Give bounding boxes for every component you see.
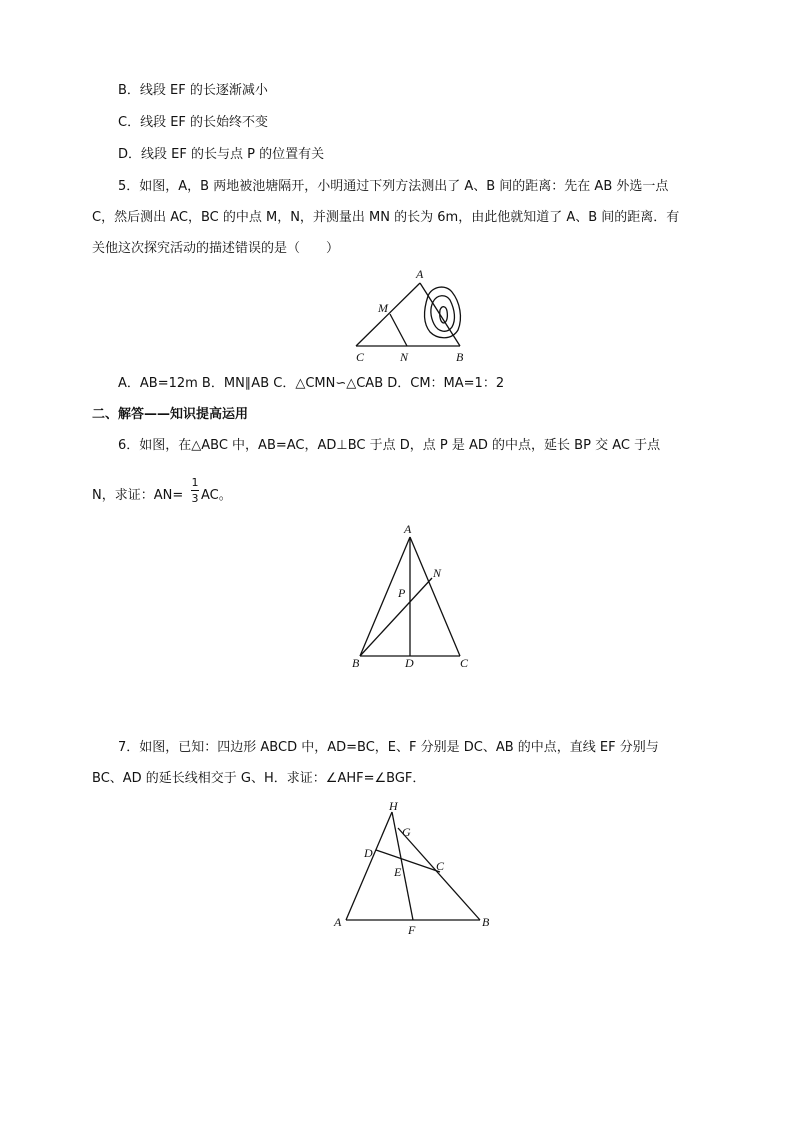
q7-label-H: H: [389, 799, 398, 813]
q6-label-P: P: [398, 586, 406, 600]
q6-line-2-prefix: N，求证：AN=: [92, 488, 184, 503]
q5-label-C: C: [356, 350, 365, 364]
q5-label-M: M: [378, 301, 388, 315]
q7-label-E: E: [394, 865, 402, 879]
q5-label-A: A: [416, 267, 424, 281]
q5-label-N: N: [400, 350, 409, 364]
q5-line-2: C，然后测出 AC，BC 的中点 M，N，并测量出 MN 的长为 6m，由此他就知道了 A、B 间的距离．有: [92, 210, 680, 225]
q5-label-B: B: [456, 350, 464, 364]
q6-label-B: B: [352, 656, 360, 670]
fraction-denominator: 3: [191, 492, 199, 505]
q7-label-G: G: [402, 825, 411, 839]
q5-options: A．AB=12m B．MN∥AB C．△CMN∽△CAB D．CM：MA=1：2: [118, 376, 505, 391]
q6-line-2-suffix: AC。: [201, 488, 232, 503]
q5-line-1: 5．如图，A，B 两地被池塘隔开，小明通过下列方法测出了 A、B 间的距离：先在 AB 外选一点: [118, 179, 669, 194]
q6-label-C: C: [460, 656, 469, 670]
fraction-numerator: 1: [191, 476, 199, 489]
q7-line-1: 7．如图，已知：四边形 ABCD 中，AD=BC，E、F 分别是 DC、AB 的中点，直线 EF 分别与: [118, 740, 659, 755]
option-c: C．线段 EF 的长始终不变: [118, 115, 269, 130]
section-title: 二、解答——知识提高运用: [92, 407, 249, 422]
option-b: B．线段 EF 的长逐渐减小: [118, 83, 268, 98]
q7-label-C: C: [436, 859, 445, 873]
q7-line-2: BC、AD 的延长线相交于 G、H．求证：∠AHF=∠BGF．: [92, 771, 426, 786]
q6-label-N: N: [433, 566, 442, 580]
q7-label-F: F: [408, 923, 416, 937]
q7-label-A: A: [334, 915, 342, 929]
q6-line-1: 6．如图，在△ABC 中，AB=AC，AD⊥BC 于点 D，点 P 是 AD 的中点，延长 BP 交 AC 于点: [118, 438, 661, 453]
q7-label-B: B: [482, 915, 490, 929]
q6-label-A: A: [404, 522, 412, 536]
q6-label-D: D: [405, 656, 414, 670]
option-d: D．线段 EF 的长与点 P 的位置有关: [118, 147, 325, 162]
q5-line-3: 关他这次探究活动的描述错误的是（ ）: [92, 241, 340, 256]
q7-label-D: D: [364, 846, 373, 860]
